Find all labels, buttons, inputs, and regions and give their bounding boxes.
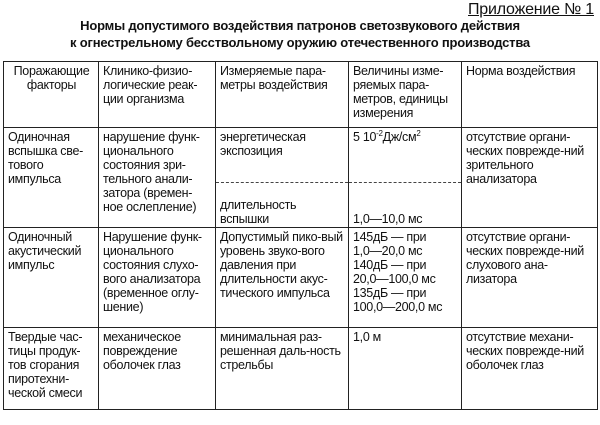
value-line: 100,0—200,0 мс	[353, 300, 443, 314]
value-unit: Дж/см	[382, 130, 417, 144]
cell-value	[349, 128, 462, 183]
cell-reaction: нарушение функ-ционального состояния зри-тельного анали-затора (времен-ное ослепление)	[99, 128, 216, 228]
cell-factor: Твердые час-тицы продук-тов сгорания пиротехни-ческой смеси	[4, 328, 99, 410]
cell-factor: Одиночная вспышка све-тового импульса	[4, 128, 99, 228]
cell-norm: отсутствие механи-ческих поврежде-ний оболочек глаз	[462, 328, 598, 410]
cell-value: 1,0 м	[349, 328, 462, 410]
value-line: 145дБ — при	[353, 230, 427, 244]
table-row	[4, 228, 598, 328]
value-line: 140дБ — при	[353, 258, 427, 272]
title-line-2: к огнестрельному бесствольному оружию отечественного производства	[70, 35, 530, 50]
cell-norm: отсутствие органи-ческих поврежде-ний слухового ана-лизатора	[462, 228, 598, 328]
column-header-parameters: Измеряемые пара-метры воздействия	[216, 62, 349, 128]
cell-factor: Одиночный акустический импульс	[4, 228, 99, 328]
document-title	[0, 17, 600, 51]
norms-table	[3, 61, 598, 410]
table-row	[4, 328, 598, 410]
cell-reaction: механическое повреждение оболочек глаз	[99, 328, 216, 410]
value-exponent: -2	[376, 128, 383, 138]
value-unit-exponent: 2	[416, 128, 421, 138]
cell-parameter: минимальная раз-решенная даль-ность стрельбы	[216, 328, 349, 410]
value-base: 5 10	[353, 130, 377, 144]
cell-parameter: Допустимый пико-вый уровень звуко-вого давления при длительности акус-тического импульса	[216, 228, 349, 328]
value-line: 1,0—20,0 мс	[353, 244, 423, 258]
title-line-1: Нормы допустимого воздействия патронов светозвукового действия	[80, 18, 520, 33]
column-header-values: Величины изме-ряемых пара-метров, единицы измерения	[349, 62, 462, 128]
column-header-reactions: Клинико-физио-логические реак-ции организма	[99, 62, 216, 128]
cell-value	[349, 228, 462, 328]
value-line: 20,0—100,0 мс	[353, 272, 436, 286]
cell-parameter: длительность вспышки	[216, 183, 349, 228]
cell-reaction: Нарушение функ-ционального состояния слухо-вого анализатора (временное оглу-шение)	[99, 228, 216, 328]
appendix-label: Приложение № 1	[468, 1, 594, 18]
column-header-norm: Норма воздействия	[462, 62, 598, 128]
cell-parameter: энергетическая экспозиция	[216, 128, 349, 183]
value-line: 135дБ — при	[353, 286, 427, 300]
cell-norm: отсутствие органи-ческих поврежде-ний зрительного анализатора	[462, 128, 598, 228]
column-header-factors: Поражающие факторы	[4, 62, 99, 128]
table-row	[4, 128, 598, 183]
cell-value: 1,0—10,0 мс	[349, 183, 462, 228]
table-header-row	[4, 62, 598, 128]
